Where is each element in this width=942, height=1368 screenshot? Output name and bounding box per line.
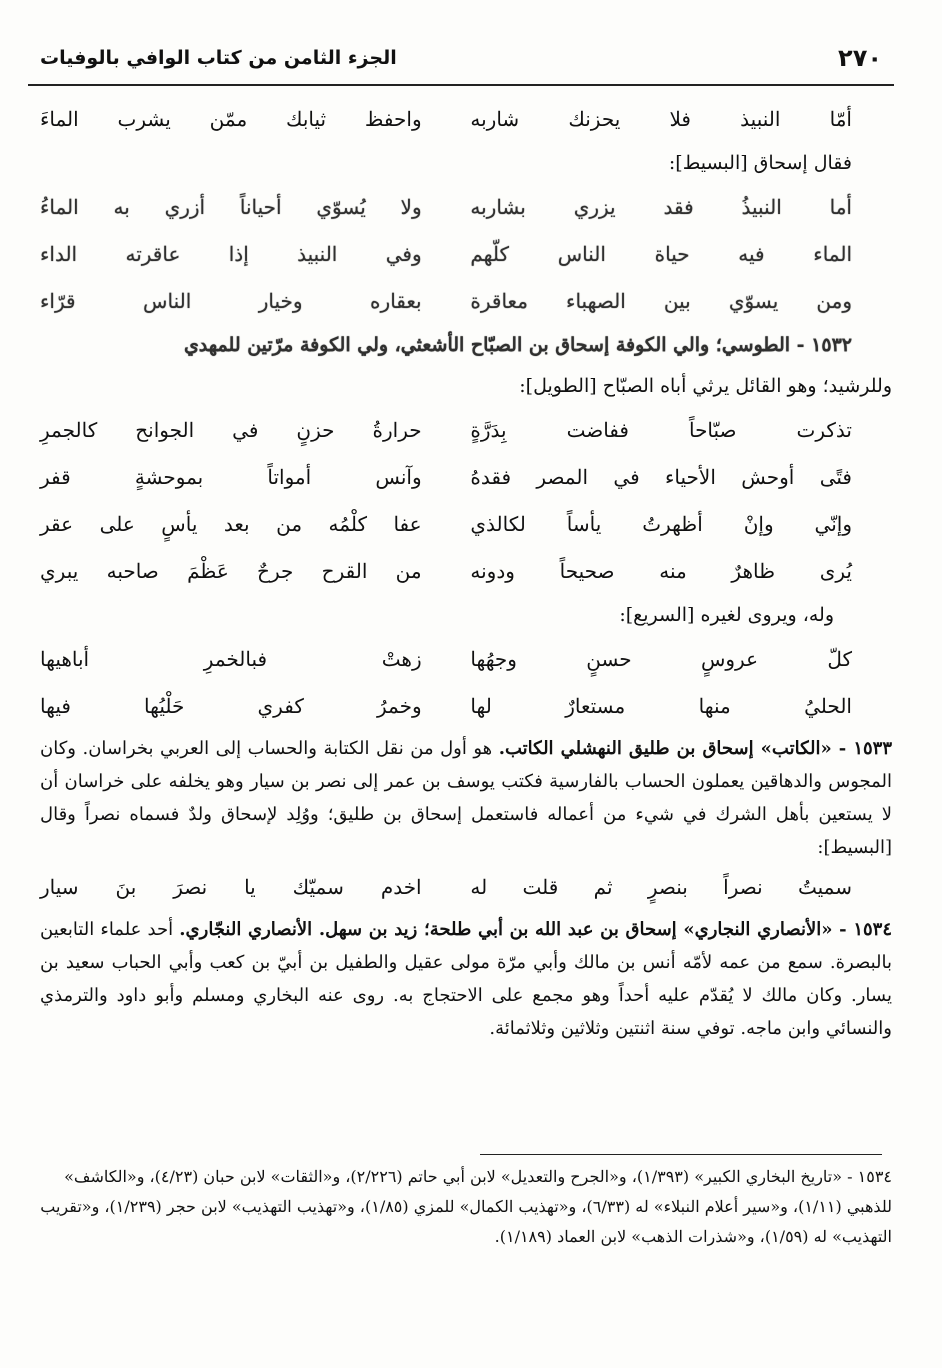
verse-hemistich-left: حرارةُ حزنٍ في الجوانح كالجمرِ: [40, 418, 422, 442]
verse-hemistich-left: واحفظ ثيابك ممّن يشرب الماءَ: [40, 107, 422, 131]
main-text: [40, 96, 893, 1045]
verse-hemistich-left: ولا يُسوّي أحياناً أزري به الماءُ: [40, 195, 422, 219]
verse-line: [40, 636, 852, 683]
entry-1533-heading: ١٥٣٣ - «الكاتب» إسحاق بن طليق النهشلي الكاتب.: [498, 738, 892, 759]
entry-1534-text: أحد علماء التابعين بالبصرة. سمع من عمه لأمّه أنس بن مالك وأبي مرّة مولى عقيل والطفيل بن أبيّ بن كعب وأبي الحباب سعيد بن يسار. وكان مالك لا يُقدّم عليه أحداً وهو مجمع على الاحتجاج به. روى عنه البخاري ومسلم وأبو داود والترمذي والنسائي وابن ماجه. توفي سنة اثنتين وثلاثين وثلاثمائة.: [40, 919, 892, 1039]
footnotes: [40, 1162, 892, 1252]
entry-1533: [40, 732, 892, 864]
page-number: ٢٧٠: [838, 44, 882, 72]
footnote-1534: ١٥٣٤ - «تاريخ البخاري الكبير» (١/٣٩٣)، و«الجرح والتعديل» لابن أبي حاتم (٢/٢٢٦)، و«الثقات» لابن حبان (٤/٢٣)، و«الكاشف» للذهبي (١/١١)، و«سير أعلام النبلاء» له (٦/٣٣)، و«تهذيب الكمال» للمزي (١/٨٥)، و«تهذيب التهذيب» لابن حجر (١/٢٣٩)، و«تقريب التهذيب» له (١/٥٩)، و«شذرات الذهب» لابن العماد (١/١٨٩).: [40, 1167, 892, 1246]
verse-group-3: [40, 636, 852, 730]
verse-hemistich-right: وإنّي وإنْ أظهرتُ يأساً لكالذي: [470, 512, 852, 536]
verse-line: [40, 231, 852, 278]
verse-hemistich-left: وخمرُ كفري حَلْيُها فيها: [40, 694, 422, 718]
verse-line: [40, 278, 852, 325]
verse-hemistich-left: من القرح جرحٌ عَظْمَ صاحبه يبري: [40, 559, 422, 583]
book-title: الجزء الثامن من كتاب الوافي بالوفيات: [40, 47, 397, 69]
verse-group-2: [40, 407, 852, 595]
verse-group-1: [40, 184, 852, 325]
verse-hemistich-right: فتًى أوحش الأحياء في المصر فقدهُ: [470, 465, 852, 489]
header-rule: [28, 84, 894, 86]
entry-1532-text: وللرشيد؛ وهو القائل يرثي أباه الصبّاح [الطويل]:: [519, 375, 892, 397]
verse-hemistich-right: ومن يسوّي بين الصهباء معاقرة: [470, 289, 852, 313]
verse-line: [40, 501, 852, 548]
verse-hemistich-left: وفي النبيذ إذا عاقرته الداء: [40, 242, 422, 266]
verse-line: [40, 184, 852, 231]
verse-line: [40, 683, 852, 730]
verse-hemistich-right: أما النبيذُ فقد يزري بشاربه: [470, 195, 852, 219]
entry-1532-heading: ١٥٣٢ - الطوسي؛ والي الكوفة إسحاق بن الصبّاح الأشعثي، ولي الكوفة مرّتين للمهدي: [183, 334, 852, 356]
verse-line: [40, 864, 852, 911]
verse-line: [40, 454, 852, 501]
verse-hemistich-right: الماء فيه حياة الناس كلّهم: [470, 242, 852, 266]
verse-hemistich-right: تذكرت صبّاحاً ففاضت بِدَرَّةٍ: [470, 418, 852, 442]
entry-1534-heading: ١٥٣٤ - «الأنصاري النجاري» إسحاق بن عبد الله بن أبي طلحة؛ زيد بن سهل. الأنصاري النجّاري.: [179, 919, 892, 940]
verse-hemistich-left: عفا كلْمُه من بعد يأسٍ على عقر: [40, 512, 422, 536]
verse-hemistich-right: يُرى ظاهرٌ منه صحيحاً ودونه: [470, 559, 852, 583]
verse-hemistich-right: أمّا النبيذ فلا يحزنك شاربه: [470, 107, 852, 131]
verse-hemistich-right: سميتُ نصراً بنصرٍ ثم قلت له: [470, 875, 852, 899]
verse-line: [40, 407, 852, 454]
verse-line: [40, 548, 852, 595]
verse-hemistich-left: زهتْ فبالخمرِ أباهيها: [40, 647, 422, 671]
verse-hemistich-left: بعقاره وخيار الناس قرّاء: [40, 289, 422, 313]
poem-intro: فقال إسحاق [البسيط]:: [668, 152, 852, 174]
verse-hemistich-left: وآنس أمواتاً بموحشةٍ قفر: [40, 465, 422, 489]
verse-hemistich-right: كلّ عروسٍ حسنٍ وجهُها: [470, 647, 852, 671]
entry-1533-text: هو أول من نقل الكتابة والحساب إلى العربي بخراسان. وكان المجوس والدهاقين يعملون الحساب بالفارسية فكتب يوسف بن عمر إلى نصر بن سيار وهو يخلفه على خراسان أن لا يستعين بأهل الشرك في شيء من أعماله فاستعمل إسحاق بن طليق؛ ووُلِد لإسحاق ولدٌ فسماه نصراً وقال [البسيط]:: [40, 738, 893, 858]
verse-hemistich-right: الحليُ منها مستعارٌ لها: [470, 694, 852, 718]
page-header: [40, 36, 882, 80]
verse-hemistich-left: اخدم سميّك يا نصرَ بنَ سيار: [40, 875, 422, 899]
footnote-rule: [480, 1154, 882, 1155]
entry-1534: [40, 913, 892, 1045]
poem-intro: وله، ويروى لغيره [السريع]:: [619, 604, 834, 626]
verse-line: [40, 96, 852, 143]
